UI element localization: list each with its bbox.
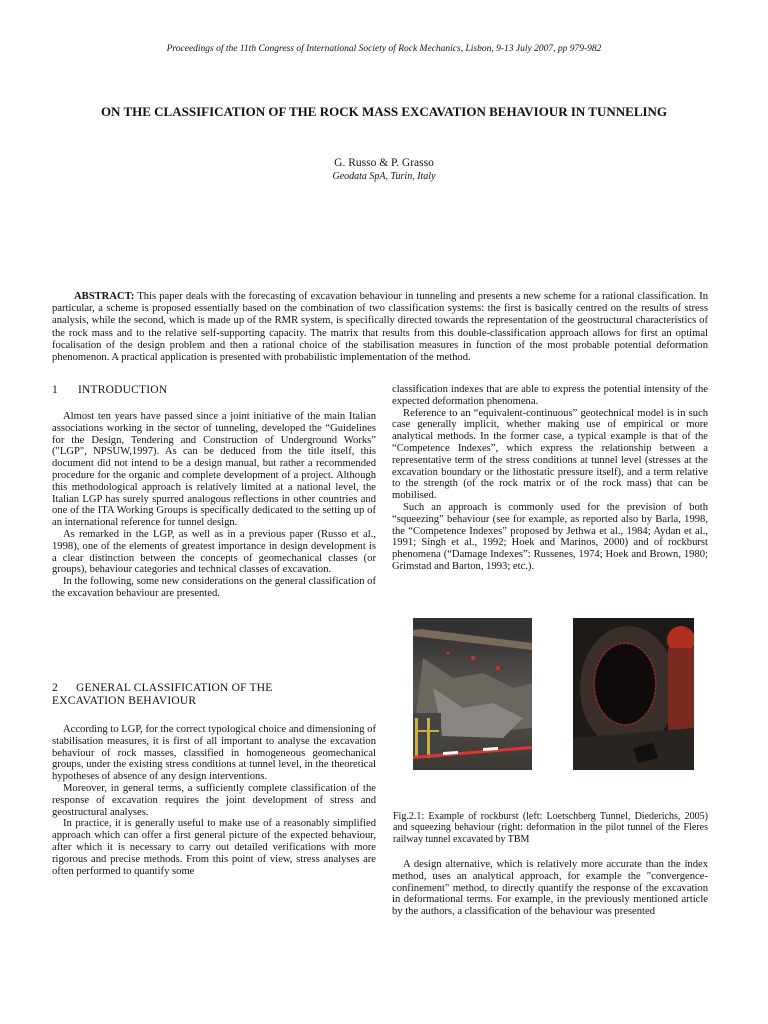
authors: G. Russo & P. Grasso <box>334 157 434 169</box>
abstract-text: This paper deals with the forecasting of excavation behaviour in tunneling and presents a new scheme for a rational classification. In particular, a scheme is proposed essentially based on the combination of two classification systems: the first is basically centred on the results of stress analysis, while the second, which is made up of the RMR system, is specifically directed towards the representation of the geostructural characteristics of the rock mass and to the relative self-supporting capacity. The matrix that results from this double-classification approach allows for first an optimal focalisation of the design problem and then a rational choice of the stabilisation measures in function of the most probable potential deformation phenomenon. A practical application is presented with probabilistic implementation of the method. <box>52 291 708 364</box>
section-2-body <box>52 724 376 877</box>
rockburst-photo <box>413 618 532 770</box>
section-1-body <box>52 411 376 600</box>
squeezing-photo <box>573 618 694 770</box>
running-header: Proceedings of the 11th Congress of International Society of Rock Mechanics, Lisbon, 9-13 July 2007, pp 979-982 <box>166 44 602 54</box>
figure-caption: Fig.2.1: Example of rockburst (left: Loetschberg Tunnel, Diederichs, 2005) and squeezing behaviour (right: deformation in the pilot tunnel of the Fleres railway tunnel excavated by TBM <box>393 811 708 845</box>
section-2-number: 2 <box>52 682 58 694</box>
section-2-title-line2: EXCAVATION BEHAVIOUR <box>52 695 197 707</box>
squeezing-illustration <box>573 618 694 770</box>
paper-title: ON THE CLASSIFICATION OF THE ROCK MASS EXCAVATION BEHAVIOUR IN TUNNELING <box>100 104 668 119</box>
abstract-label: ABSTRACT: <box>74 291 135 302</box>
right-column-after-figure <box>392 859 708 918</box>
paragraph: classification indexes that are able to express the potential intensity of the expected deformation phenomena. <box>392 384 708 407</box>
right-column-body <box>392 384 708 573</box>
paragraph: According to LGP, for the correct typological choice and dimensioning of stabilisation measures, it is first of all important to analyse the excavation behaviour of rock masses, classified in homogeneous geomechanical groups, under the existing stress conditions at tunnel level, in the theoretical hypotheses of absence of any design interventions. <box>52 724 376 783</box>
paragraph: In practice, it is generally useful to make use of a reasonably simplified approach which can offer a first general picture of the expected behaviour, after which it is necessary to carry out detailed verifications with more rigorous and precise methods. From this point of view, stress analyses are often performed to quantify some <box>52 818 376 877</box>
paragraph: Almost ten years have passed since a joint initiative of the main Italian associations working in the sector of tunneling, developed the “Guidelines for the Design, Tendering and Construction of Underground Works” ("LGP", NPSUW,1997). As can be deduced from the title itself, this document did not intend to be a design manual, but rather a recommended procedure for the organic and complete development of a project. Although this methodological approach is relatively limited at a national level, the Italian LGP has surely spurred analogous reflections in other countries and one of the ITA Working Groups is specifically dedicated to the setting up of an international reference for tunnel design. <box>52 411 376 529</box>
paragraph: Such an approach is commonly used for the prevision of both “squeezing” behaviour (see for example, as reported also by Barla, 1998, the “Competence Indexes” proposed by Jethwa et al., 1984; Aydan et al., 1991; Singh et al., 1992; Hoek and Marinos, 2000) and of rockburst phenomena (“Damage Indexes”: Russenes, 1974; Hoek and Brown, 1980; Grimstad and Barton, 1993; etc.). <box>392 501 708 572</box>
paragraph: In the following, some new considerations on the general classification of the excavation behaviour are presented. <box>52 576 376 599</box>
section-2-title-line1: GENERAL CLASSIFICATION OF THE <box>76 682 273 694</box>
abstract <box>52 291 708 364</box>
section-2-heading <box>52 682 382 708</box>
paragraph: As remarked in the LGP, as well as in a previous paper (Russo et al., 1998), one of the elements of greatest importance in design development is a clear distinction between the concepts of geomechanical classes (or groups), behaviour categories and technical classes of excavation. <box>52 528 376 576</box>
paragraph: Reference to an “equivalent-continuous” geotechnical model is in such case generally implicit, whether making use of empirical or more analytical methods. In the former case, a typical example is that of the “Competence Indexes”, which express the relationship between a representative term of the stress conditions at tunnel level (stresses at the excavation boundary or the lithostatic pressure itself), and a term relative to the strength (of the rock matrix or of the rock mass) that can be mobilised. <box>392 407 708 502</box>
rockburst-illustration <box>413 618 532 770</box>
section-1-heading <box>52 384 167 396</box>
paragraph: Moreover, in general terms, a sufficiently complete classification of the response of excavation requires the joint development of stress and geostructural analyses. <box>52 782 376 818</box>
paragraph: A design alternative, which is relatively more accurate than the index method, uses an analytical approach, for example the "convergence-confinement" method, to directly quantify the response of the excavation in deformational terms. For example, in the previously mentioned article by the authors, a classification of the behaviour was presented <box>392 859 708 918</box>
affiliation: Geodata SpA, Turin, Italy <box>332 171 436 182</box>
section-1-title: INTRODUCTION <box>78 384 168 396</box>
section-1-number: 1 <box>52 384 58 396</box>
